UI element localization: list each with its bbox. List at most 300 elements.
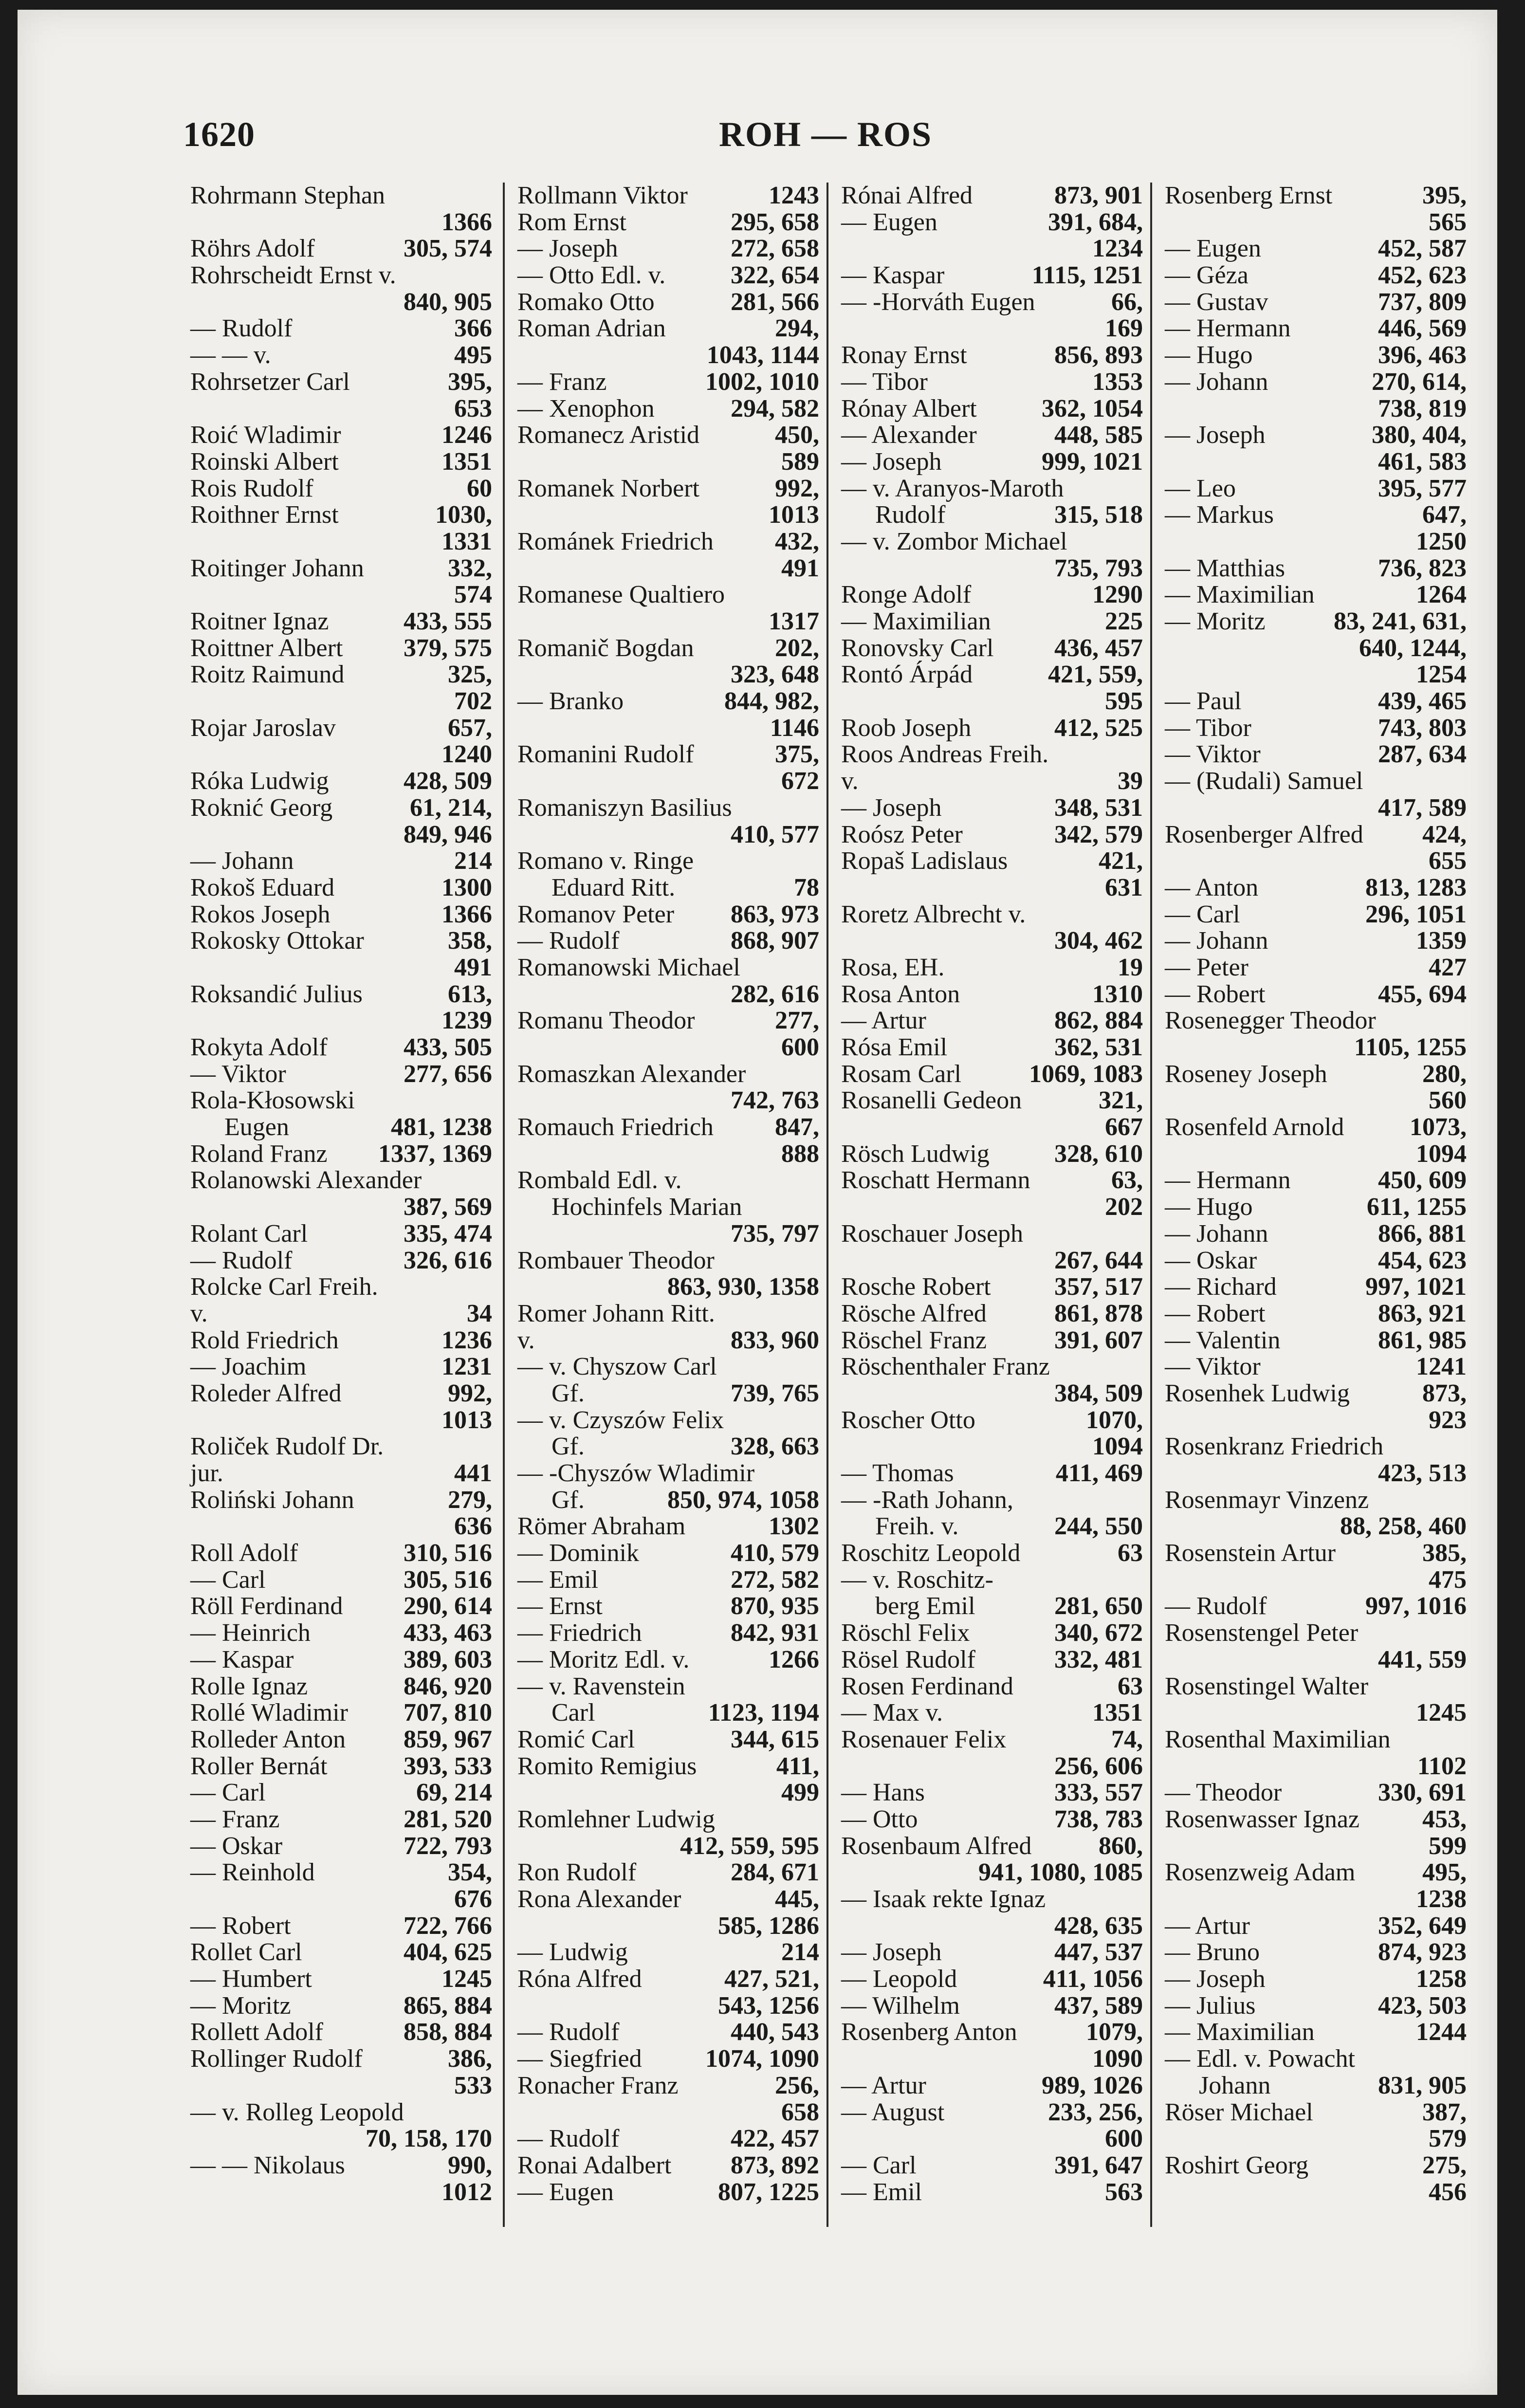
entry-line [1165, 1167, 1467, 1194]
entry-pages: 295, 658 [731, 208, 819, 236]
entry-line [1165, 422, 1467, 449]
entry-pages: 672 [781, 767, 819, 795]
entry-name: — Viktor [1165, 1353, 1261, 1381]
entry-line [841, 1886, 1143, 1913]
entry-name: Romanov Peter [517, 900, 675, 928]
entry-line [841, 1620, 1143, 1647]
entry-line [1165, 449, 1467, 476]
entry-line [841, 875, 1143, 901]
entry-name: Rosen Ferdinand [841, 1672, 1013, 1700]
entry-pages: 427 [1429, 953, 1467, 981]
entry-line [190, 396, 492, 423]
entry-name: Rosenthal Maximilian [1165, 1725, 1391, 1753]
entry-line [517, 1407, 819, 1434]
entry-line [1165, 476, 1467, 502]
entry-line [190, 848, 492, 875]
entry-line [517, 1780, 819, 1806]
entry-line [1165, 955, 1467, 981]
entry-pages: 1264 [1416, 581, 1467, 609]
entry-line [841, 1700, 1143, 1727]
entry-name: — Paul [1165, 687, 1242, 716]
entry-pages: 739, 765 [731, 1379, 819, 1407]
entry-line [517, 1540, 819, 1567]
entry-pages: 304, 462 [1054, 927, 1143, 955]
entry-pages: 332, [448, 554, 492, 582]
entry-name: — Géza [1165, 261, 1249, 290]
entry-name: Rontó Árpád [841, 661, 973, 689]
entry-pages: 874, 923 [1378, 1938, 1467, 1967]
entry-name: — Rudolf [517, 2125, 620, 2153]
entry-name: Rudolf [875, 501, 946, 529]
entry-line [190, 1727, 492, 1753]
entry-line [1165, 688, 1467, 715]
entry-line [190, 1700, 492, 1727]
entry-line [841, 2073, 1143, 2099]
entry-pages: 1102 [1417, 1752, 1467, 1780]
entry-pages: 452, 587 [1378, 235, 1467, 263]
entry-name: Carl [551, 1699, 595, 1727]
entry-pages: 1013 [769, 501, 819, 529]
entry-name: Rombauer Theodor [517, 1246, 715, 1274]
entry-line [190, 1327, 492, 1354]
entry-pages: 1240 [441, 740, 492, 769]
entry-line [841, 529, 1143, 555]
entry-line [517, 1434, 819, 1460]
entry-pages: 1030, [435, 501, 492, 529]
entry-line [190, 2126, 492, 2152]
entry-line [190, 1939, 492, 1966]
entry-name: Rohrmann Stephan [190, 182, 386, 209]
entry-line [517, 449, 819, 476]
entry-name: Rosenauer Felix [841, 1725, 1007, 1753]
entry-pages: 452, 623 [1378, 261, 1467, 290]
entry-line [190, 1301, 492, 1327]
entry-line [190, 369, 492, 396]
entry-name: — Kaspar [841, 261, 945, 290]
entry-line [1165, 1274, 1467, 1301]
entry-pages: 63 [1118, 1539, 1143, 1567]
entry-pages: 214 [781, 1938, 819, 1967]
entry-line [190, 555, 492, 582]
entry-pages: 279, [448, 1486, 492, 1514]
entry-name: Gf. [551, 1486, 585, 1514]
entry-name: — Emil [841, 2178, 922, 2206]
entry-name: v. [517, 1326, 535, 1354]
entry-pages: 543, 1256 [718, 1991, 819, 2020]
entry-pages: 69, 214 [416, 1779, 492, 1807]
entry-line [841, 928, 1143, 955]
entry-name: Rohrscheidt Ernst v. [190, 261, 396, 290]
entry-name: Roschatt Hermann [841, 1166, 1030, 1195]
entry-name: — Leopold [841, 1965, 957, 1993]
entry-line [517, 795, 819, 822]
entry-line [841, 768, 1143, 795]
entry-name: Rosam Carl [841, 1060, 961, 1088]
entry-name: — Carl [190, 1565, 266, 1594]
entry-pages: 325, [448, 661, 492, 689]
entry-pages: 305, 516 [404, 1565, 492, 1594]
entry-line [517, 901, 819, 928]
entry-name: — Joachim [190, 1353, 307, 1381]
entry-pages: 1231 [441, 1353, 492, 1381]
entry-pages: 1290 [1092, 581, 1143, 609]
entry-name: jur. [190, 1459, 223, 1487]
entry-name: — -Chyszów Wladimir [517, 1459, 755, 1487]
entry-pages: 384, 509 [1054, 1379, 1143, 1407]
entry-pages: 863, 930, 1358 [667, 1273, 819, 1301]
entry-line [1165, 1540, 1467, 1567]
entry-pages: 270, 614, [1372, 368, 1467, 396]
entry-pages: 707, 810 [404, 1699, 492, 1727]
entry-pages: 859, 967 [404, 1725, 492, 1753]
entry-name: Rösche Alfred [841, 1299, 987, 1327]
entry-name: Rokos Joseph [190, 900, 331, 928]
entry-pages: 1013 [441, 1406, 492, 1434]
entry-pages: 169 [1105, 314, 1143, 343]
entry-name: — Maximilian [1165, 581, 1315, 609]
entry-name: — Robert [1165, 1299, 1266, 1327]
entry-pages: 923 [1429, 1406, 1467, 1434]
entry-line [190, 2019, 492, 2046]
entry-name: Roitz Raimund [190, 661, 345, 689]
entry-pages: 481, 1238 [391, 1113, 492, 1141]
entry-line [1165, 1620, 1467, 1647]
entry-line [841, 662, 1143, 688]
entry-pages: 856, 893 [1054, 341, 1143, 369]
entry-pages: 391, 607 [1054, 1326, 1143, 1354]
entry-pages: 340, 672 [1054, 1619, 1143, 1647]
entry-line [1165, 2019, 1467, 2046]
entry-line [190, 289, 492, 316]
entry-pages: 448, 585 [1054, 421, 1143, 449]
entry-pages: 277, 656 [404, 1060, 492, 1088]
entry-line [841, 1327, 1143, 1354]
entry-name: — Hermann [1165, 1166, 1291, 1195]
entry-line [1165, 635, 1467, 662]
entry-pages: 611, 1255 [1366, 1193, 1467, 1221]
entry-line [1165, 1407, 1467, 1434]
entry-name: — Johann [1165, 1219, 1268, 1248]
entry-pages: 393, 533 [404, 1752, 492, 1780]
entry-line [1165, 1354, 1467, 1380]
entry-line [1165, 529, 1467, 555]
entry-pages: 386, [448, 2045, 492, 2073]
entry-pages: 225 [1105, 607, 1143, 635]
entry-line [190, 2152, 492, 2179]
entry-name: Rom Ernst [517, 208, 626, 236]
entry-pages: 600 [781, 1033, 819, 1061]
entry-line [517, 1567, 819, 1594]
entry-pages: 385, [1422, 1539, 1467, 1567]
entry-pages: 412, 559, 595 [680, 1832, 819, 1860]
entry-line [517, 635, 819, 662]
entry-name: Rollinger Rudolf [190, 2045, 363, 2073]
entry-line [1165, 1833, 1467, 1860]
entry-name: Roittner Albert [190, 634, 343, 662]
entry-line [190, 1593, 492, 1620]
entry-pages: 380, 404, [1372, 421, 1467, 449]
entry-name: Romanu Theodor [517, 1007, 695, 1035]
entry-line [190, 1513, 492, 1540]
entry-pages: 66, [1111, 288, 1143, 316]
entry-name: Rolanowski Alexander [190, 1166, 422, 1195]
entry-line [841, 449, 1143, 476]
entry-pages: 202 [1105, 1193, 1143, 1221]
entry-name: Rósa Emil [841, 1033, 948, 1061]
page-header [183, 114, 1468, 158]
entry-name: — Robert [190, 1912, 291, 1940]
entry-line [190, 1780, 492, 1806]
entry-line [1165, 1593, 1467, 1620]
entry-pages: 60 [467, 474, 492, 502]
entry-pages: 294, 582 [731, 394, 819, 423]
entry-line [841, 608, 1143, 635]
entry-pages: 352, 649 [1378, 1912, 1467, 1940]
entry-pages: 432, [775, 527, 819, 555]
entry-pages: 1094 [1092, 1433, 1143, 1461]
entry-name: — Hugo [1165, 1193, 1253, 1221]
entry-line [841, 289, 1143, 316]
entry-name: — — Nikolaus [190, 2151, 345, 2179]
entry-pages: 992, [775, 474, 819, 502]
entry-pages: 433, 555 [404, 607, 492, 635]
entry-line [1165, 1806, 1467, 1833]
entry-pages: 277, [775, 1007, 819, 1035]
entry-pages: 441, 559 [1378, 1645, 1467, 1673]
entry-line [190, 476, 492, 502]
entry-name: Roósz Peter [841, 820, 963, 848]
entry-name: Romanese Qualtiero [517, 581, 725, 609]
entry-pages: 861, 878 [1054, 1299, 1143, 1327]
entry-pages: 676 [454, 1885, 492, 1913]
entry-line [1165, 1859, 1467, 1886]
entry-line [190, 955, 492, 981]
entry-line [841, 1460, 1143, 1487]
entry-line [841, 2152, 1143, 2179]
entry-name: — Tibor [841, 368, 928, 396]
entry-pages: 375, [775, 740, 819, 769]
entry-line [841, 315, 1143, 342]
entry-line [517, 529, 819, 555]
entry-pages: 738, 783 [1054, 1805, 1143, 1833]
entry-pages: 579 [1429, 2125, 1467, 2153]
entry-pages: 868, 907 [731, 927, 819, 955]
entry-name: — Rudolf [190, 314, 293, 343]
entry-pages: 722, 766 [404, 1912, 492, 1940]
entry-name: Rosenstengel Peter [1165, 1619, 1359, 1647]
entry-name: Rösel Rudolf [841, 1645, 975, 1673]
entry-pages: 296, 1051 [1365, 900, 1467, 928]
entry-line [841, 1114, 1143, 1141]
entry-pages: 244, 550 [1054, 1512, 1143, 1541]
entry-name: — Moritz Edl. v. [517, 1645, 690, 1673]
entry-name: Röser Michael [1165, 2098, 1313, 2126]
entry-name: Romito Remigius [517, 1752, 697, 1780]
entry-line [517, 955, 819, 981]
entry-pages: 941, 1080, 1085 [978, 1858, 1143, 1887]
entry-line [1165, 342, 1467, 369]
entry-line [841, 1833, 1143, 1860]
entry-pages: 395, [1422, 182, 1467, 209]
entry-line [517, 2046, 819, 2073]
entry-line [190, 1141, 492, 1168]
entry-line [1165, 2073, 1467, 2099]
entry-name: Röll Ferdinand [190, 1592, 343, 1620]
entry-name: — Eugen [1165, 235, 1261, 263]
entry-line [190, 236, 492, 262]
entry-pages: 333, 557 [1054, 1779, 1143, 1807]
entry-pages: 233, 256, [1048, 2098, 1143, 2126]
entry-pages: 282, 616 [731, 980, 819, 1008]
entry-pages: 1331 [441, 527, 492, 555]
entry-line [517, 1727, 819, 1753]
entry-line [1165, 901, 1467, 928]
entry-name: Röhrs Adolf [190, 235, 315, 263]
column-rule [503, 183, 505, 2227]
running-head: ROH — ROS [718, 115, 933, 154]
entry-name: Johann [1199, 2071, 1271, 2099]
entry-pages: 658 [781, 2098, 819, 2126]
entry-pages: 1245 [1416, 1699, 1467, 1727]
entry-name: — v. Ravenstein [517, 1672, 685, 1700]
entry-pages: 475 [1429, 1565, 1467, 1594]
entry-line [517, 1114, 819, 1141]
entry-line [1165, 183, 1467, 209]
entry-line [517, 2179, 819, 2206]
entry-pages: 833, 960 [731, 1326, 819, 1354]
entry-pages: 1043, 1144 [706, 341, 819, 369]
entry-line [190, 1806, 492, 1833]
entry-line [1165, 1913, 1467, 1940]
entry-pages: 410, 577 [731, 820, 819, 848]
entry-line [190, 1061, 492, 1088]
entry-line [841, 1567, 1143, 1594]
entry-line [1165, 1487, 1467, 1514]
entry-pages: 563 [1105, 2178, 1143, 2206]
entry-pages: 421, [1099, 847, 1143, 875]
entry-name: Romić Carl [517, 1725, 635, 1753]
entry-name: — Joseph [841, 1938, 942, 1967]
entry-name: Rosanelli Gedeon [841, 1086, 1022, 1115]
entry-line [1165, 2046, 1467, 2073]
entry-name: — Joseph [1165, 421, 1266, 449]
page-number: 1620 [183, 115, 255, 154]
entry-line [1165, 822, 1467, 848]
entry-line [1165, 1673, 1467, 1700]
entry-pages: 348, 531 [1054, 793, 1143, 822]
entry-pages: 454, 623 [1378, 1246, 1467, 1274]
entry-name: — Wilhelm [841, 1991, 960, 2020]
entry-line [517, 1380, 819, 1407]
entry-pages: 455, 694 [1378, 980, 1467, 1008]
entry-name: — Kaspar [190, 1645, 294, 1673]
entry-pages: 294, [775, 314, 819, 343]
entry-pages: 387, 569 [404, 1193, 492, 1221]
entry-name: — August [841, 2098, 945, 2126]
entry-pages: 342, 579 [1054, 820, 1143, 848]
entry-name: Romanek Norbert [517, 474, 700, 502]
entry-pages: 865, 884 [404, 1991, 492, 2020]
entry-line [1165, 1380, 1467, 1407]
entry-line [1165, 1061, 1467, 1088]
entry-line [190, 1034, 492, 1061]
entry-name: — Joseph [517, 235, 618, 263]
entry-name: Rohrsetzer Carl [190, 368, 350, 396]
entry-pages: 34 [467, 1299, 492, 1327]
entry-name: — Edl. v. Powacht [1165, 2045, 1355, 2073]
entry-pages: 1351 [1092, 1699, 1143, 1727]
entry-name: Röschel Franz [841, 1326, 987, 1354]
entry-name: v. [841, 767, 859, 795]
entry-pages: 599 [1429, 1832, 1467, 1860]
entry-name: Rolant Carl [190, 1219, 308, 1248]
entry-pages: 305, 574 [404, 235, 492, 263]
entry-line [190, 2046, 492, 2073]
entry-line [841, 1141, 1143, 1168]
entry-line [190, 1354, 492, 1380]
entry-line [1165, 2179, 1467, 2206]
entry-pages: 61, 214, [410, 793, 492, 822]
entry-pages: 631 [1105, 873, 1143, 901]
entry-pages: 585, 1286 [718, 1912, 819, 1940]
entry-pages: 873, 901 [1054, 182, 1143, 209]
entry-name: Rosenmayr Vinzenz [1165, 1486, 1369, 1514]
entry-pages: 1302 [769, 1512, 819, 1541]
entry-pages: 1239 [441, 1007, 492, 1035]
entry-pages: 1244 [1416, 2018, 1467, 2046]
entry-pages: 411, 469 [1055, 1459, 1143, 1487]
entry-pages: 1094 [1416, 1140, 1467, 1168]
entry-pages: 735, 797 [731, 1219, 819, 1248]
entry-pages: 362, 1054 [1042, 394, 1143, 423]
entry-pages: 63, [1111, 1166, 1143, 1195]
entry-pages: 990, [448, 2151, 492, 2179]
entry-line [190, 1859, 492, 1886]
entry-pages: 256, [775, 2071, 819, 2099]
entry-pages: 1090 [1092, 2045, 1143, 2073]
entry-line [841, 1513, 1143, 1540]
entry-line [841, 209, 1143, 236]
entry-name: Rónai Alfred [841, 182, 973, 209]
entry-name: Rola-Kłosowski [190, 1086, 355, 1115]
entry-name: — Artur [1165, 1912, 1250, 1940]
entry-name: — Carl [1165, 900, 1240, 928]
entry-name: — v. Zombor Michael [841, 527, 1067, 555]
entry-pages: 992, [448, 1379, 492, 1407]
entry-line [841, 1540, 1143, 1567]
entry-pages: 330, 691 [1378, 1779, 1467, 1807]
entry-pages: 589 [781, 447, 819, 476]
entry-name: Roland Franz [190, 1140, 328, 1168]
entry-name: Rois Rudolf [190, 474, 313, 502]
entry-line [517, 981, 819, 1008]
entry-name: Roliček Rudolf Dr. [190, 1433, 384, 1461]
entry-pages: 412, 525 [1054, 714, 1143, 742]
entry-pages: 366 [454, 314, 492, 343]
entry-name: berg Emil [875, 1592, 975, 1620]
entry-pages: 1105, 1255 [1354, 1033, 1467, 1061]
entry-line [841, 1034, 1143, 1061]
entry-pages: 19 [1118, 953, 1143, 981]
entry-pages: 256, 606 [1054, 1752, 1143, 1780]
entry-line [1165, 1939, 1467, 1966]
entry-name: Roksandić Julius [190, 980, 363, 1008]
entry-name: — Emil [517, 1565, 599, 1594]
entry-pages: 495, [1422, 1858, 1467, 1887]
entry-pages: 1002, 1010 [705, 368, 819, 396]
entry-pages: 742, 763 [731, 1086, 819, 1115]
entry-name: Rosenkranz Friedrich [1165, 1433, 1384, 1461]
